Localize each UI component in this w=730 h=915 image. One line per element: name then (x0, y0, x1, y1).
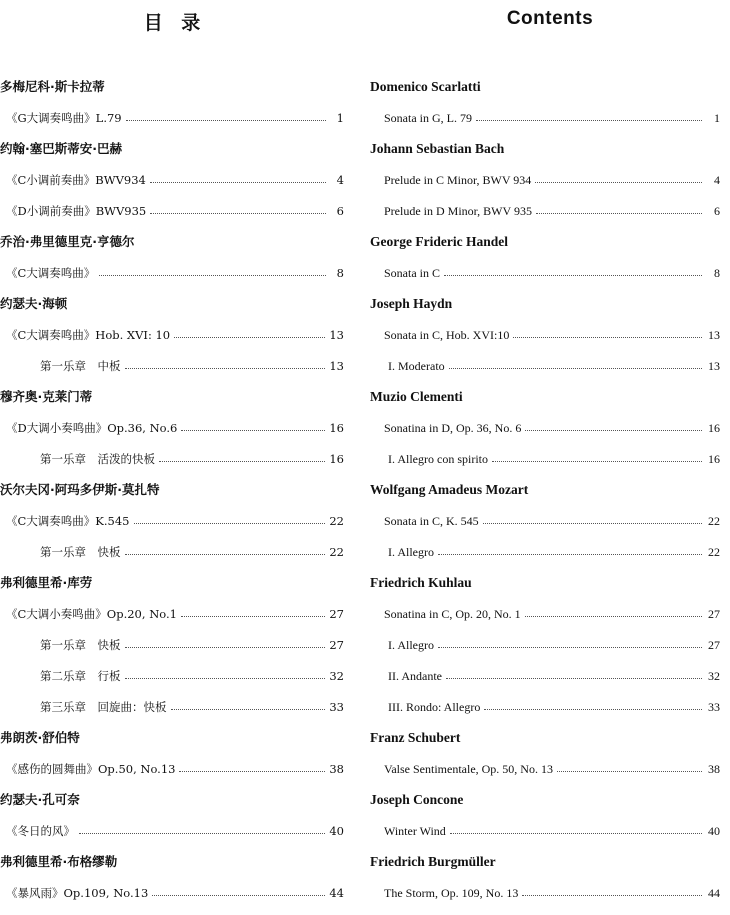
entry-title: 第三乐章 回旋曲：快板 (40, 700, 167, 714)
dot-leader (79, 832, 325, 834)
composer-heading: George Frideric Handel (370, 234, 508, 249)
dot-leader (449, 367, 702, 369)
composer-heading: 穆齐奥·克莱门蒂 (0, 389, 93, 404)
page-number: 32 (329, 669, 344, 683)
entry-title: 《C小调前奏曲》BWV934 (6, 173, 146, 187)
dot-leader (438, 553, 702, 555)
entry-title: Sonatina in D, Op. 36, No. 6 (384, 421, 522, 435)
composer-heading: Joseph Concone (370, 792, 464, 807)
entry-title: 第一乐章 快板 (40, 638, 121, 652)
page-number: 27 (708, 607, 720, 621)
toc-english-title: Contents (506, 8, 594, 29)
dot-leader (125, 367, 326, 369)
dot-leader (181, 615, 325, 617)
composer-heading: Domenico Scarlatti (370, 79, 481, 94)
page-number: 22 (708, 545, 720, 559)
entry-title: 第一乐章 活泼的快板 (40, 452, 155, 466)
page-number: 40 (329, 824, 344, 838)
entry-title: Valse Sentimentale, Op. 50, No. 13 (384, 762, 553, 776)
work-entry (0, 882, 344, 904)
work-entry (0, 169, 344, 191)
composer-heading: Muzio Clementi (370, 389, 463, 404)
page-number: 38 (329, 762, 344, 776)
dot-leader (150, 181, 326, 183)
entry-title: 《冬日的风》 (6, 824, 75, 838)
dot-leader (446, 677, 702, 679)
entry-title: 《C大调奏鸣曲》K.545 (6, 514, 130, 528)
page-number: 16 (708, 452, 720, 466)
toc-chinese-title: 目 录 (143, 12, 207, 34)
work-entry (370, 200, 720, 222)
page-number: 16 (329, 421, 344, 435)
dot-leader (522, 894, 702, 896)
composer-heading: Johann Sebastian Bach (370, 141, 505, 156)
composer-heading: 弗朗茨·舒伯特 (0, 730, 80, 745)
entry-title: Winter Wind (384, 824, 446, 838)
entry-title: 《C大调奏鸣曲》Hob. XVI: 10 (6, 328, 171, 342)
composer-heading: 约瑟夫·孔可奈 (0, 792, 80, 807)
entry-title: The Storm, Op. 109, No. 13 (384, 886, 519, 900)
dot-leader (152, 894, 325, 896)
movement-entry (0, 634, 344, 656)
dot-leader (525, 429, 702, 431)
page-number: 4 (714, 173, 720, 187)
dot-leader (134, 522, 326, 524)
work-entry (370, 882, 720, 904)
page-number: 33 (708, 700, 720, 714)
work-entry (370, 262, 720, 284)
dot-leader (174, 336, 325, 338)
work-entry (370, 417, 720, 439)
composer-heading: 多梅尼科·斯卡拉蒂 (0, 79, 105, 94)
work-entry (370, 820, 720, 842)
work-entry (0, 603, 344, 625)
work-entry (0, 200, 344, 222)
dot-leader (150, 212, 326, 214)
dot-leader (179, 770, 325, 772)
page-number: 33 (329, 700, 344, 714)
page-number: 27 (329, 607, 344, 621)
movement-entry (370, 448, 720, 470)
page-number: 6 (714, 204, 720, 218)
entry-title: 《D大调小奏鸣曲》Op.36, No.6 (6, 421, 178, 435)
entry-title: I. Moderato (388, 359, 445, 373)
work-entry (0, 417, 344, 439)
composer-heading: 约瑟夫·海顿 (0, 296, 68, 311)
entry-title: II. Andante (388, 669, 442, 683)
composer-heading: Friedrich Burgmüller (370, 854, 496, 869)
page-number: 38 (708, 762, 720, 776)
entry-title: Sonata in C (384, 266, 440, 280)
composer-heading: 沃尔夫冈·阿玛多伊斯·莫扎特 (0, 482, 160, 497)
entry-title: 《G大调奏鸣曲》L.79 (6, 111, 122, 125)
work-entry (0, 510, 344, 532)
entry-title: 《D小调前奏曲》BWV935 (6, 204, 147, 218)
work-entry (370, 107, 720, 129)
page-number: 1 (714, 111, 720, 125)
entry-title: 第二乐章 行板 (40, 669, 121, 683)
page-number: 22 (329, 545, 344, 559)
dot-leader (535, 181, 702, 183)
dot-leader (126, 119, 326, 121)
dot-leader (181, 429, 325, 431)
composer-heading: 弗利德里希·布格缪勒 (0, 854, 118, 869)
entry-title: 《感伤的圆舞曲》Op.50, No.13 (6, 762, 176, 776)
movement-entry (370, 634, 720, 656)
work-entry (370, 758, 720, 780)
page-number: 27 (329, 638, 344, 652)
dot-leader (99, 274, 326, 276)
dot-leader (513, 336, 702, 338)
work-entry (0, 758, 344, 780)
page-number: 8 (714, 266, 720, 280)
page-number: 16 (329, 452, 344, 466)
page-number: 13 (329, 359, 344, 373)
movement-entry (0, 355, 344, 377)
movement-entry (0, 541, 344, 563)
movement-entry (0, 448, 344, 470)
page-number: 27 (708, 638, 720, 652)
page-number: 44 (329, 886, 344, 900)
dot-leader (476, 119, 702, 121)
work-entry (370, 169, 720, 191)
dot-leader (536, 212, 702, 214)
entry-title: Sonata in C, K. 545 (384, 514, 479, 528)
composer-heading: Joseph Haydn (370, 296, 453, 311)
page-number: 1 (336, 111, 344, 125)
composer-heading: Friedrich Kuhlau (370, 575, 472, 590)
page-number: 22 (708, 514, 720, 528)
work-entry (370, 324, 720, 346)
dot-leader (450, 832, 702, 834)
movement-entry (370, 355, 720, 377)
dot-leader (125, 677, 326, 679)
page-number: 13 (329, 328, 344, 342)
page-number: 40 (708, 824, 720, 838)
dot-leader (444, 274, 702, 276)
dot-leader (557, 770, 702, 772)
dot-leader (171, 708, 326, 710)
page-number: 8 (336, 266, 344, 280)
entry-title: Sonata in C, Hob. XVI:10 (384, 328, 510, 342)
entry-title: 第一乐章 快板 (40, 545, 121, 559)
entry-title: 《C大调奏鸣曲》 (6, 266, 96, 280)
entry-title: I. Allegro con spirito (388, 452, 488, 466)
movement-entry (370, 665, 720, 687)
dot-leader (438, 646, 702, 648)
entry-title: 《C大调小奏鸣曲》Op.20, No.1 (6, 607, 177, 621)
work-entry (0, 820, 344, 842)
dot-leader (125, 646, 326, 648)
page-number: 32 (708, 669, 720, 683)
dot-leader (125, 553, 326, 555)
work-entry (0, 262, 344, 284)
page-number: 16 (708, 421, 720, 435)
dot-leader (483, 522, 702, 524)
work-entry (0, 324, 344, 346)
page-number: 13 (708, 359, 720, 373)
page-number: 6 (336, 204, 344, 218)
dot-leader (159, 460, 325, 462)
entry-title: 第一乐章 中板 (40, 359, 121, 373)
entry-title: Sonatina in C, Op. 20, No. 1 (384, 607, 521, 621)
dot-leader (484, 708, 702, 710)
dot-leader (525, 615, 702, 617)
entry-title: Prelude in D Minor, BWV 935 (384, 204, 532, 218)
entry-title: 《暴风雨》Op.109, No.13 (6, 886, 149, 900)
entry-title: I. Allegro (388, 638, 434, 652)
page-number: 13 (708, 328, 720, 342)
entry-title: III. Rondo: Allegro (388, 700, 481, 714)
page-number: 22 (329, 514, 344, 528)
dot-leader (492, 460, 702, 462)
composer-heading: 约翰·塞巴斯蒂安·巴赫 (0, 141, 122, 156)
movement-entry (0, 665, 344, 687)
page-number: 44 (708, 886, 720, 900)
page-number: 4 (336, 173, 344, 187)
composer-heading: Franz Schubert (370, 730, 461, 745)
movement-entry (370, 541, 720, 563)
work-entry (370, 603, 720, 625)
composer-heading: 乔治·弗里德里克·亨德尔 (0, 234, 135, 249)
work-entry (370, 510, 720, 532)
entry-title: Prelude in C Minor, BWV 934 (384, 173, 532, 187)
composer-heading: 弗利德里希·库劳 (0, 575, 93, 590)
movement-entry (370, 696, 720, 718)
work-entry (0, 107, 344, 129)
entry-title: Sonata in G, L. 79 (384, 111, 472, 125)
entry-title: I. Allegro (388, 545, 434, 559)
movement-entry (0, 696, 344, 718)
composer-heading: Wolfgang Amadeus Mozart (370, 482, 529, 497)
